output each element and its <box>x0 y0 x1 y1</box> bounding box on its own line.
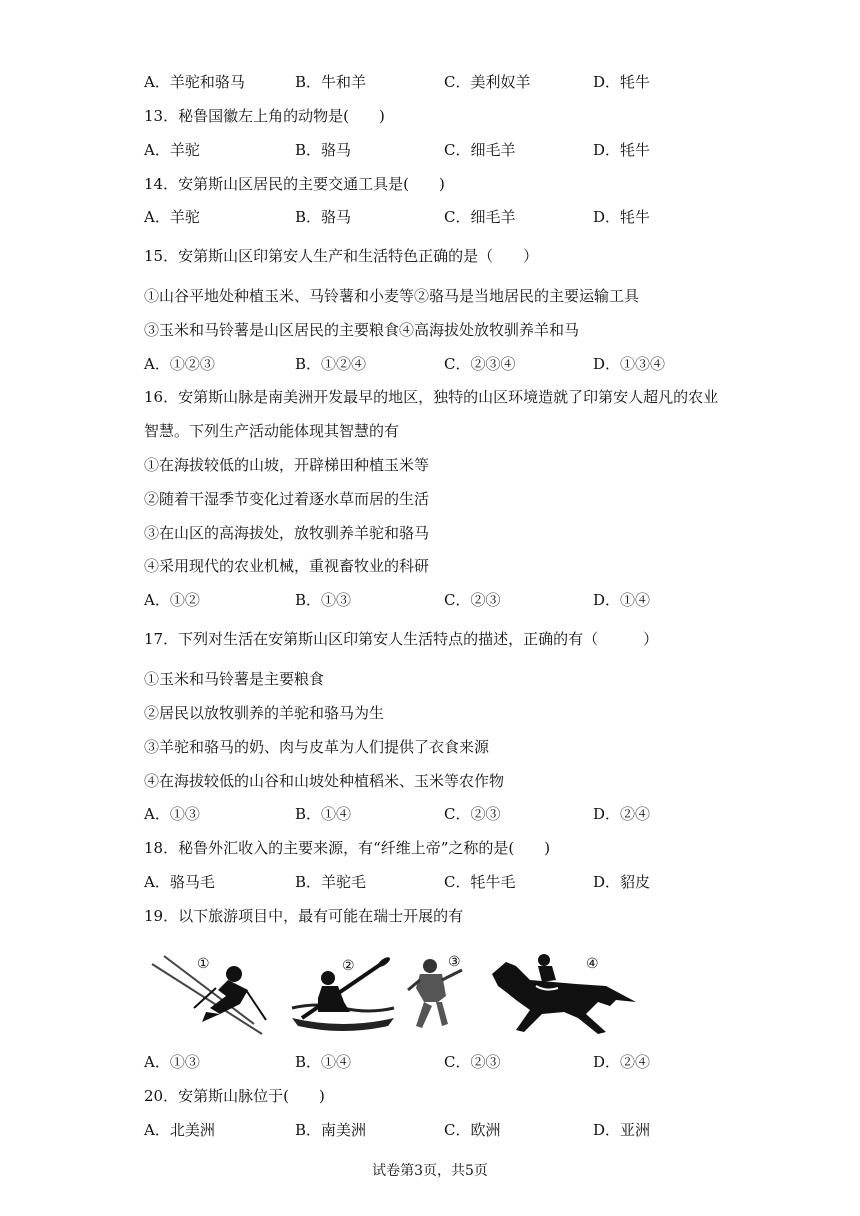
question-18-stem: 18．秘鲁外汇收入的主要来源，有“纤维上帝”之称的是( ) <box>144 839 551 857</box>
option-d: D．亚洲 <box>593 1121 651 1139</box>
option-d: D．②④ <box>593 805 651 823</box>
option-a: A．①③ <box>144 805 200 823</box>
option-c: C．牦牛毛 <box>444 873 516 891</box>
statement-line: ③玉米和马铃薯是山区居民的主要粮食④高海拔处放牧驯养羊和马 <box>144 321 580 339</box>
option-b: B．①④ <box>295 805 352 823</box>
statement-line: ②居民以放牧驯养的羊驼和骆马为生 <box>144 704 385 722</box>
option-d: D．①④ <box>593 591 651 609</box>
question-20-stem: 20．安第斯山脉位于( ) <box>144 1087 325 1105</box>
statement-line: ③羊驼和骆马的奶、肉与皮革为人们提供了衣食来源 <box>144 738 490 756</box>
option-a: A．①③ <box>144 1053 200 1071</box>
picture-label: ③ <box>448 954 461 970</box>
option-b: B．南美洲 <box>295 1121 367 1139</box>
picture-label: ④ <box>586 956 599 972</box>
horse-racing-icon <box>486 952 642 1038</box>
question-16-stem-continued: 智慧。下列生产活动能体现其智慧的有 <box>144 422 400 440</box>
option-d: D．牦牛 <box>593 208 651 226</box>
tourism-pictures <box>150 950 650 1040</box>
picture-label: ② <box>342 958 355 974</box>
option-b: B．牛和羊 <box>295 73 367 91</box>
option-a: A．羊驼 <box>144 208 200 226</box>
statement-line: ④采用现代的农业机械，重视畜牧业的科研 <box>144 557 430 575</box>
option-a: A．羊驼 <box>144 141 200 159</box>
option-a: A．骆马毛 <box>144 873 215 891</box>
question-17-stem: 17．下列对生活在安第斯山区印第安人生活特点的描述，正确的有（ ） <box>144 630 659 648</box>
option-b: B．①②④ <box>295 355 367 373</box>
option-a: A．①②③ <box>144 355 215 373</box>
option-b: B．①④ <box>295 1053 352 1071</box>
option-d: D．牦牛 <box>593 141 651 159</box>
question-19-stem: 19．以下旅游项目中，最有可能在瑞士开展的有 <box>144 907 464 925</box>
question-14-stem: 14．安第斯山区居民的主要交通工具是( ) <box>144 175 445 193</box>
option-c: C．②③ <box>444 1053 501 1071</box>
statement-line: ①山谷平地处种植玉米、马铃薯和小麦等②骆马是当地居民的主要运输工具 <box>144 287 640 305</box>
statement-line: ③在山区的高海拔处，放牧驯养羊驼和骆马 <box>144 524 430 542</box>
option-c: C．欧洲 <box>444 1121 501 1139</box>
page-footer: 试卷第3页，共5页 <box>372 1163 488 1179</box>
question-16-stem: 16．安第斯山脉是南美洲开发最早的地区，独特的山区环境造就了印第安人超凡的农业 <box>144 388 719 406</box>
option-b: B．①③ <box>295 591 352 609</box>
option-b: B．骆马 <box>295 208 352 226</box>
option-c: C．细毛羊 <box>444 141 516 159</box>
question-15-stem: 15．安第斯山区印第安人生产和生活特色正确的是（ ） <box>144 247 539 265</box>
option-b: B．羊驼毛 <box>295 873 367 891</box>
option-c: C．②③ <box>444 805 501 823</box>
option-c: C．美利奴羊 <box>444 73 531 91</box>
statement-line: ①在海拔较低的山坡，开辟梯田种植玉米等 <box>144 456 430 474</box>
option-d: D．貂皮 <box>593 873 651 891</box>
option-a: A．北美洲 <box>144 1121 215 1139</box>
picture-label: ① <box>197 956 210 972</box>
option-d: D．①③④ <box>593 355 666 373</box>
statement-line: ④在海拔较低的山谷和山坡处种植稻米、玉米等农作物 <box>144 772 505 790</box>
option-b: B．骆马 <box>295 141 352 159</box>
option-c: C．②③ <box>444 591 501 609</box>
option-d: D．牦牛 <box>593 73 651 91</box>
option-a: A．羊驼和骆马 <box>144 73 245 91</box>
statement-line: ①玉米和马铃薯是主要粮食 <box>144 670 325 688</box>
question-13-stem: 13．秘鲁国徽左上角的动物是( ) <box>144 107 385 125</box>
statement-line: ②随着干湿季节变化过着逐水草而居的生活 <box>144 490 430 508</box>
option-c: C．细毛羊 <box>444 208 516 226</box>
option-d: D．②④ <box>593 1053 651 1071</box>
option-c: C．②③④ <box>444 355 516 373</box>
option-a: A．①② <box>144 591 200 609</box>
